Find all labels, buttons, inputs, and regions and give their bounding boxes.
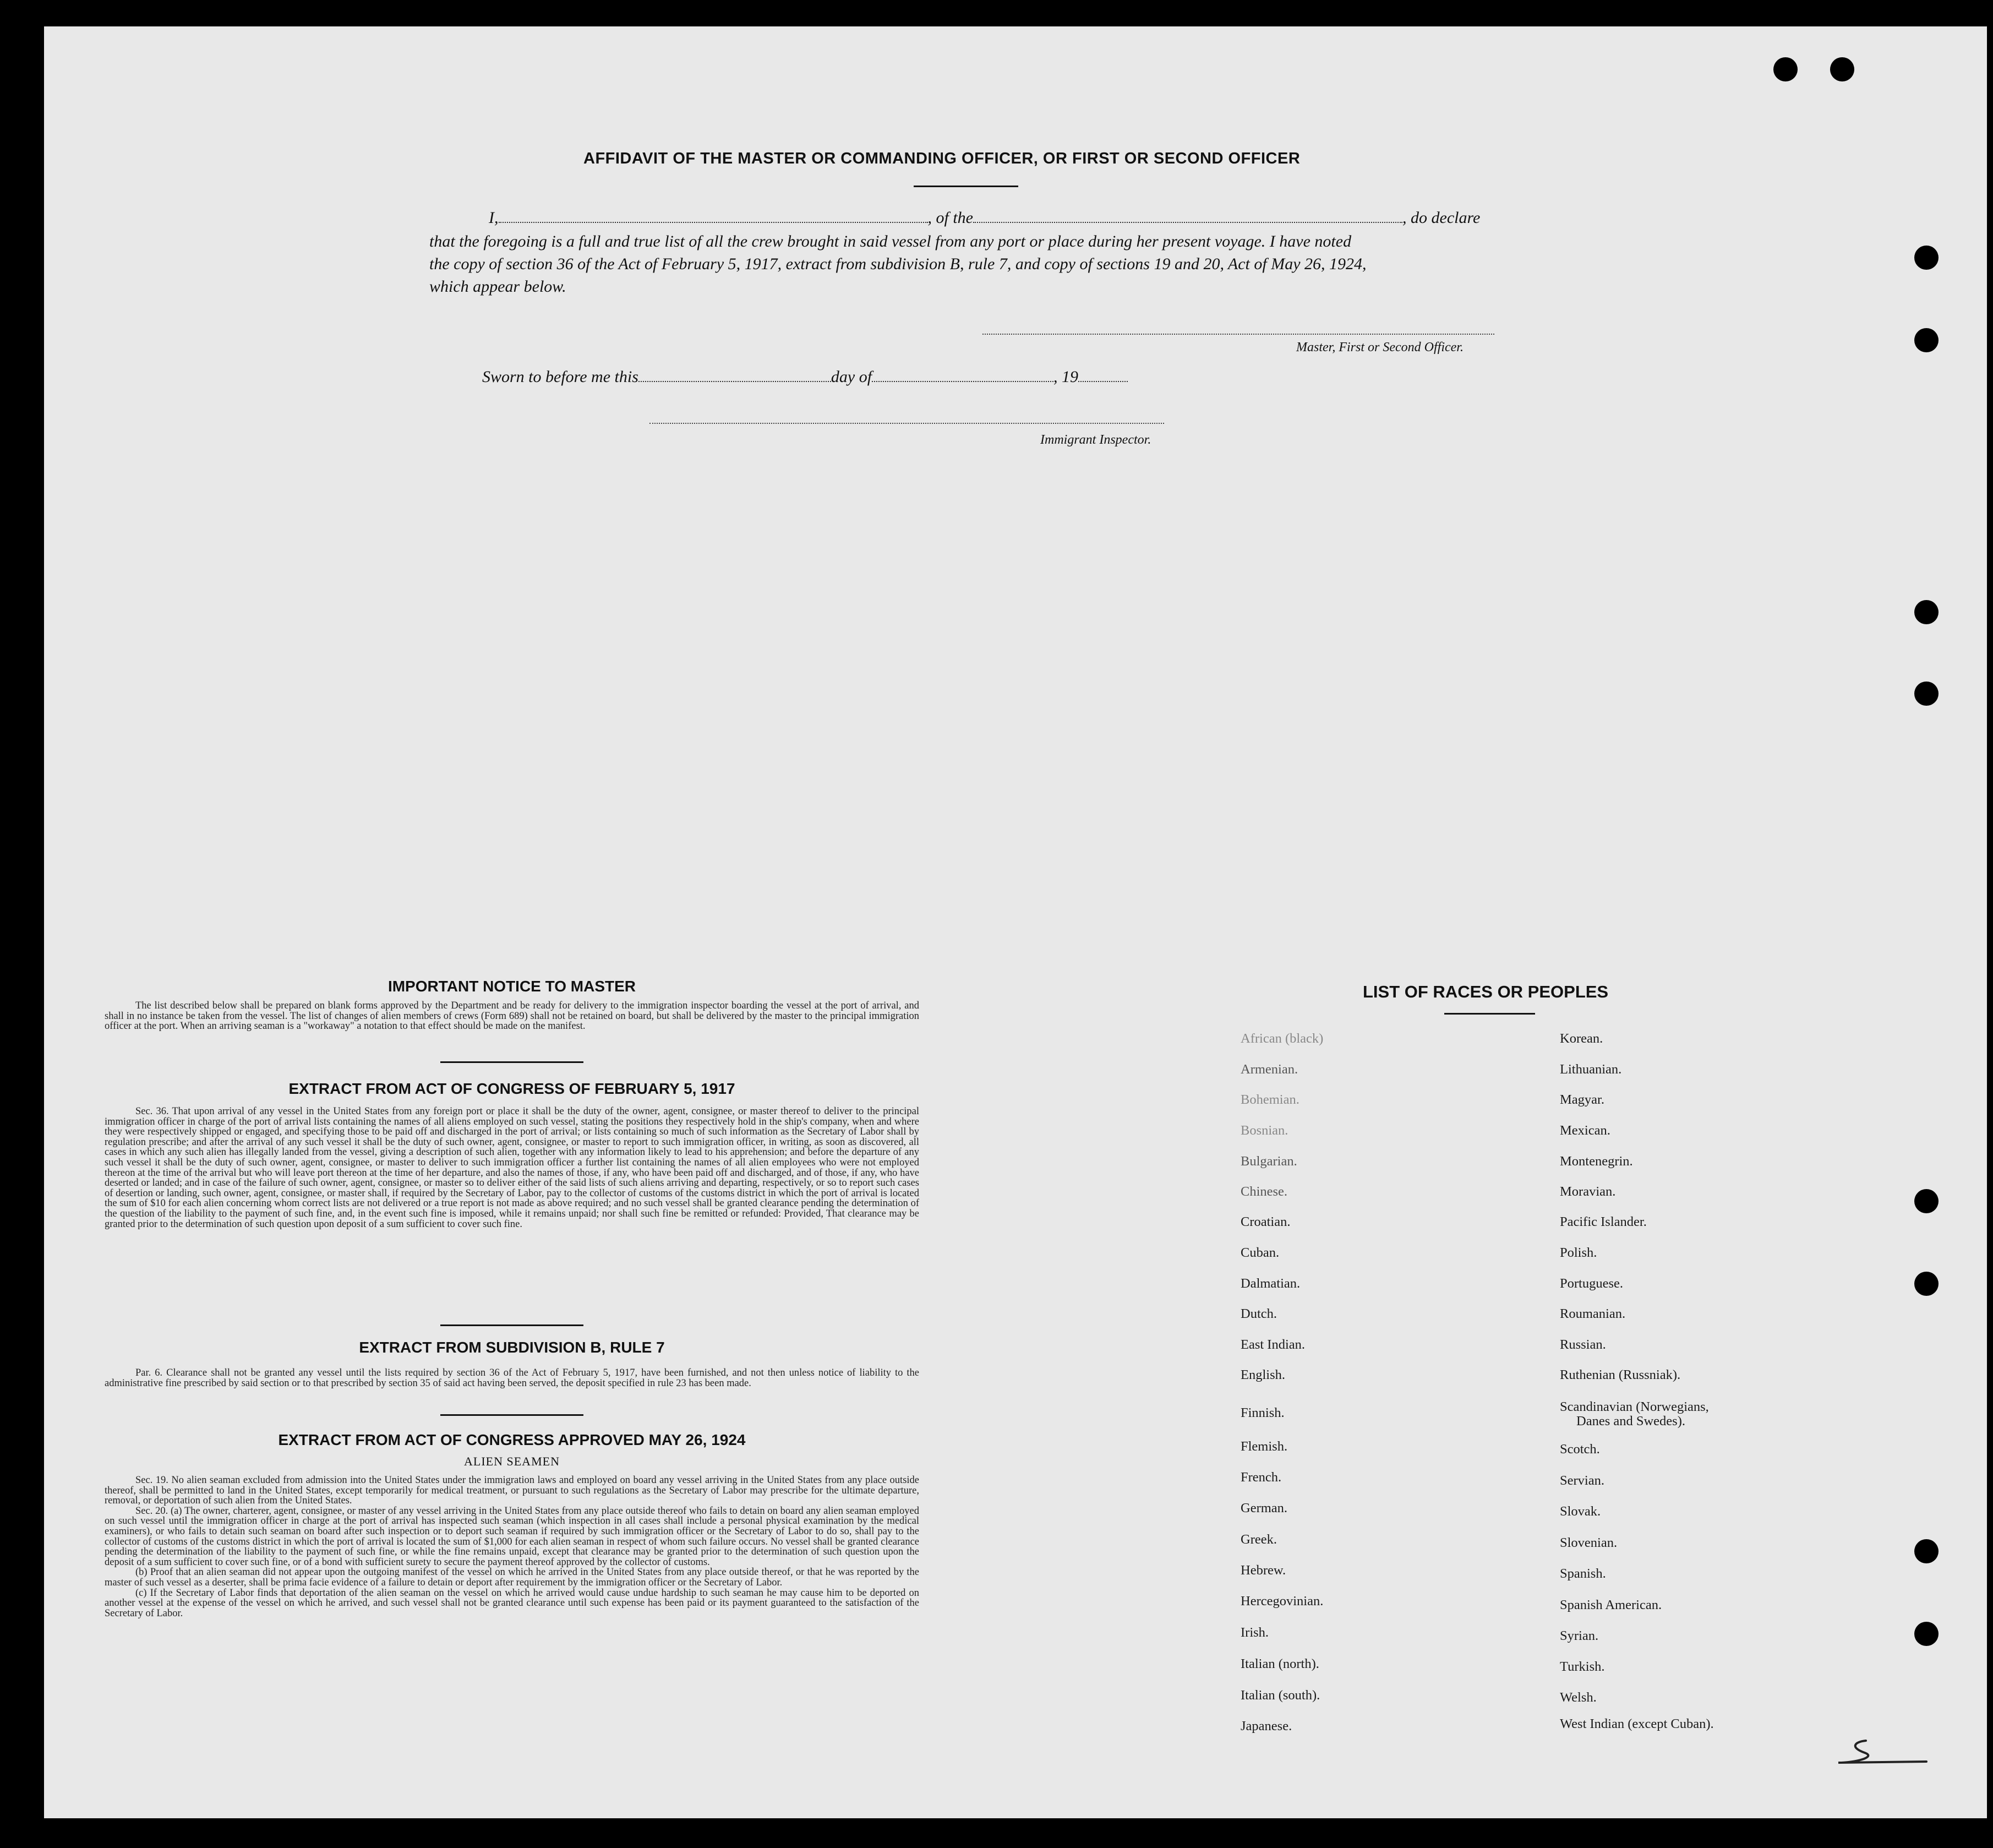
notice-divider [440,1061,583,1063]
notice-title: IMPORTANT NOTICE TO MASTER [387,978,636,995]
race-left: Bosnian. [1241,1123,1288,1138]
notice-text: The list described below shall be prepared on blank forms approved by the Department and be ready for delivery to the immigration inspector boarding the vessel at the port of arrival, and shall in no instance be taken from the vessel. The list of changes of alien members of crews (Form 689) shall not be retained on board, but shall be delivered by the master to the principal immigration officer at the port. When an arriving seaman is a "workaway" a notation to that effect should be made on the manifest. [105,1000,919,1032]
of-the-label: , of the [927,209,973,227]
punch-hole [1773,57,1798,81]
affidavit-line-1: that the foregoing is a full and true list of all the crew brought in said vessel from any port or place during her present voyage. I have noted [429,232,1352,250]
day-of-label: day of [831,368,872,386]
handwritten-mark [1833,1734,1932,1773]
race-right: Slovak. [1560,1504,1601,1519]
punch-hole [1914,1189,1939,1213]
race-left: East Indian. [1241,1337,1306,1352]
race-right: Mexican. [1560,1123,1610,1138]
race-left: Finnish. [1241,1405,1285,1420]
race-right: Polish. [1560,1245,1597,1260]
year-label: , 19 [1053,368,1079,386]
races-divider [1444,1013,1535,1015]
race-right: Ruthenian (Russniak). [1560,1367,1681,1382]
race-right: Turkish. [1560,1659,1605,1674]
extract-1924-text [105,1475,919,1618]
race-right: Danes and Swedes). [1576,1414,1685,1429]
sworn-label: Sworn to before me this [482,368,638,386]
punch-hole [1914,1622,1939,1646]
race-right: Slovenian. [1560,1535,1618,1550]
race-left: Dutch. [1241,1306,1277,1321]
race-right: Scandinavian (Norwegians, [1560,1399,1709,1414]
race-left: Dalmatian. [1241,1276,1301,1291]
extract-1924-title: EXTRACT FROM ACT OF CONGRESS APPROVED MAY 26, 1924 [278,1431,746,1448]
race-right: Lithuanian. [1560,1062,1622,1077]
extract-1924-subtitle: ALIEN SEAMEN [464,1454,560,1468]
subdivision-b-text: Par. 6. Clearance shall not be granted any vessel until the lists required by section 36 of the Act of February 5, 1917, have been furnished, and not then unless notice of liability to the administrative fine prescribed by said section or to that prescribed by section 35 of said act having been served, the deposit specified in rule 23 has been made. [105,1367,919,1389]
race-left: Hebrew. [1241,1563,1286,1578]
race-left: Italian (south). [1241,1688,1320,1703]
sec-20c-text: (c) If the Secretary of Labor finds that deportation of the alien seaman on the vessel on which he arrived would cause undue hardship to such seaman he may cause him to be deported on another vessel at the expense of the vessel on which he arrived, and such vessel shall not be granted clearance until such expense has been paid or its payment guaranteed to the satisfaction of the Secretary of Labor. [105,1587,919,1619]
sec-19-text: Sec. 19. No alien seaman excluded from admission into the United States under the immigration laws and employed on board any vessel arriving in the United States from any place outside thereof, shall be permitted to land in the United States, except temporarily for medical treatment, or pursuant to such regulations as the Secretary of Labor may prescribe for the ultimate departure, removal, or deportation of such alien from the United States. [105,1475,919,1507]
race-right: Moravian. [1560,1184,1616,1199]
races-title: LIST OF RACES OR PEOPLES [1363,982,1609,1001]
race-right: Spanish. [1560,1566,1606,1581]
race-right: Servian. [1560,1473,1604,1488]
name-field[interactable] [499,222,928,223]
punch-hole [1914,328,1939,352]
subdivision-b-title: EXTRACT FROM SUBDIVISION B, RULE 7 [359,1339,665,1356]
vessel-field[interactable] [973,222,1402,223]
race-left: Italian (north). [1241,1656,1319,1671]
race-left: Armenian. [1241,1062,1298,1077]
do-declare-label: , do declare [1402,209,1481,227]
subdivision-b-divider [440,1414,583,1416]
race-right: Pacific Islander. [1560,1214,1647,1229]
affidavit-declaration-line [489,206,1496,229]
race-right: Magyar. [1560,1092,1604,1107]
race-left: German. [1241,1501,1288,1516]
inspector-label: Immigrant Inspector. [1040,433,1151,447]
race-left: Chinese. [1241,1184,1288,1199]
i-label: I, [489,209,499,227]
race-right: Portuguese. [1560,1276,1623,1291]
affidavit-title: AFFIDAVIT OF THE MASTER OR COMMANDING OFFICER, OR FIRST OR SECOND OFFICER [583,150,1301,167]
race-right: Scotch. [1560,1442,1600,1457]
sworn-month-field[interactable] [872,381,1053,382]
race-left: Croatian. [1241,1214,1291,1229]
race-right: Roumanian. [1560,1306,1626,1321]
race-left: Bulgarian. [1241,1154,1297,1169]
punch-hole [1830,57,1854,81]
extract-1917-title: EXTRACT FROM ACT OF CONGRESS OF FEBRUARY 5, 1917 [288,1080,735,1097]
race-left: Flemish. [1241,1439,1288,1454]
extract-1917-text: Sec. 36. That upon arrival of any vessel in the United States from any foreign port or place it shall be the duty of the owner, agent, consignee, or master thereof to deliver to the principal immigration officer in charge of the port of arrival lists containing the names of all aliens employed on such vessel, stating the positions they respectively hold in the ship's company, when and where they were respectively shipped or engaged, and specifying those to be paid off and discharged in the port of arrival; or lists containing so much of such information as the Secretary of Labor shall by regulation prescribe; and after the arrival of any such vessel it shall be the duty of such owner, agent, consignee, or master to report to such immigration officer, in writing, as soon as discovered, all cases in which any such alien has illegally landed from the vessel, giving a description of such alien, together with any information likely to lead to his apprehension; and before the departure of any such vessel it shall be the duty of such owner, agent, consignee, or master to deliver to such immigration officer a further list containing the names of all alien employees who were not employed thereon at the time of the arrival but who will leave port thereon at the time of her departure, and also the names of those, if any, who have been paid off and discharged, and of those, if any, who have deserted or landed; and in case of the failure of such owner, agent, consignee, or master so to deliver either of the said lists of such aliens arriving and departing, respectively, or so to report such cases of desertion or landing, such owner, agent, consignee, or master shall, if required by the Secretary of Labor, pay to the collector of customs of the customs district in which the port of arrival is located the sum of $10 for each alien concerning whom correct lists are not delivered or a true report is not made as above required; and no such vessel shall be granted clearance pending the determination of the question of the liability to the payment of such fine, and, in the event such fine is imposed, while it remains unpaid; nor shall such fine be remitted or refunded: Provided, That clearance may be granted prior to the determination of such question upon deposit of a sum sufficient to cover such fine. [105,1106,919,1230]
punch-hole [1914,682,1939,706]
affidavit-line-2: the copy of section 36 of the Act of February 5, 1917, extract from subdivision B, rule 7, and copy of sections 19 and 20, Act of May 26, 1924, [429,255,1367,273]
punch-hole [1914,1539,1939,1563]
race-left: Greek. [1241,1532,1277,1547]
race-left: French. [1241,1470,1282,1485]
affidavit-body [429,230,1497,298]
sec-20b-text: (b) Proof that an alien seaman did not appear upon the outgoing manifest of the vessel on which he arrived in the United States from any place outside thereof, or that he was reported by the master of such vessel as a deserter, shall be prima facie evidence of a failure to detain or deport after requirement by the immigration officer or the Secretary of Labor. [105,1567,919,1588]
punch-hole [1914,1272,1939,1296]
race-right: Welsh. [1560,1690,1597,1705]
race-right: Russian. [1560,1337,1606,1352]
race-left: African (black) [1241,1031,1324,1046]
affidavit-line-3: which appear below. [429,277,566,296]
race-right: Spanish American. [1560,1598,1662,1612]
race-right: Korean. [1560,1031,1603,1046]
master-signature-label: Master, First or Second Officer. [1296,340,1464,355]
race-left: Bohemian. [1241,1092,1299,1107]
race-right: West Indian (except Cuban). [1560,1716,1714,1731]
extract-1917-divider [440,1324,583,1326]
race-left: English. [1241,1367,1285,1382]
inspector-signature-line[interactable] [649,423,1164,424]
sworn-line [482,366,1170,388]
sec-20a-text: Sec. 20. (a) The owner, charterer, agent, consignee, or master of any vessel arriving in the United States from any place outside thereof who fails to detain on board any alien seaman employed on such vessel until the immigration officer in charge at the port of arrival has inspected such seaman (which inspection in all cases shall include a personal physical examination by the medical examiners), or who fails to detain such seaman on board after such inspection or to deport such seaman if required by such immigration officer or the Secretary of Labor to do so, shall pay to the collector of customs of the customs district in which the port of arrival is located the sum of $1,000 for each alien seaman in respect of whom such failure occurs. No vessel shall be granted clearance pending the determination of the liability to the payment of such fine, or while the fine remains unpaid, except that clearance may be granted prior to the determination of such question upon the deposit of a sum sufficient to cover such fine, or of a bond with sufficient surety to secure the payment thereof approved by the collector of customs. [105,1505,919,1568]
race-right: Syrian. [1560,1628,1599,1643]
sworn-day-field[interactable] [638,381,831,382]
race-right: Montenegrin. [1560,1154,1633,1169]
race-left: Japanese. [1241,1719,1292,1733]
punch-hole [1914,246,1939,270]
race-left: Cuban. [1241,1245,1280,1260]
punch-hole [1914,600,1939,624]
master-signature-line[interactable] [982,334,1494,335]
race-left: Hercegovinian. [1241,1594,1324,1609]
race-left: Irish. [1241,1625,1269,1640]
title-divider [914,186,1018,187]
sworn-year-field[interactable] [1078,381,1128,382]
